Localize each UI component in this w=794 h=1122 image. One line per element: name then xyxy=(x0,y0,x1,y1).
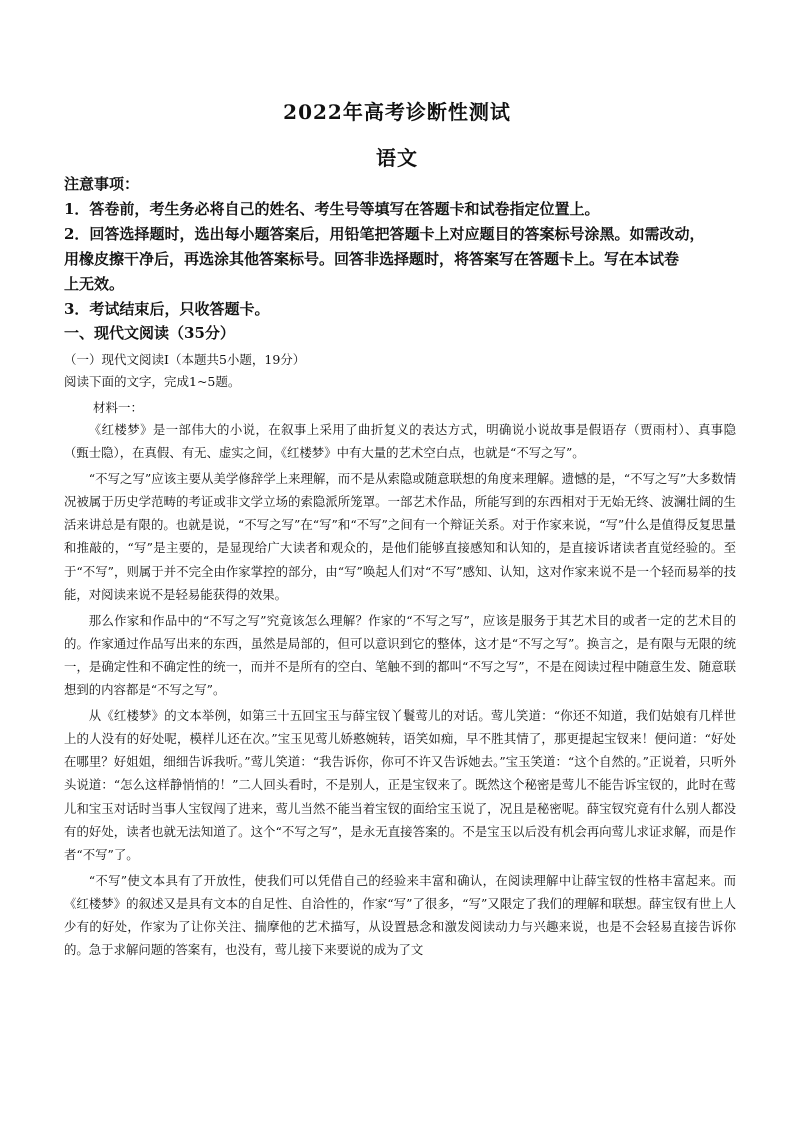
reading-passage xyxy=(64,418,736,964)
notes-line: 用橡皮擦干净后，再选涂其他答案标号。回答非选择题时，将答案写在答题卡上。写在本试卷 xyxy=(64,250,680,268)
passage-paragraph: “不写之写”应该主要从美学修辞学上来理解，而不是从索隐或随意联想的角度来理解。遗憾的是，“不写之写”大多数情况被属于历史学范畴的考证或非文学立场的索隐派所笼罩。一部艺术作品，所能写到的东西相对于无始无终、波澜壮阔的生活来讲总是有限的。也就是说，“不写之写”在“写”和“不写”之间有一个辩证关系。对于作家来说，“写”什么是值得反复思量和推敲的，“写”是主要的，是显现给广大读者和观众的，是他们能够直接感知和认知的，是直接诉诸读者直觉经验的。至于“不写”，则属于并不完全由作家掌控的部分，由“写”唤起人们对“不写”感知、认知，这对作家来说不是一个轻而易举的技能，对阅读来说不是轻易能获得的效果。 xyxy=(64,471,736,602)
exam-notes xyxy=(64,172,736,322)
material-label: 材料一： xyxy=(93,400,144,415)
passage-paragraph: 从《红楼梦》的文本举例，如第三十五回宝玉与薛宝钗丫鬟莺儿的对话。莺儿笑道：“你还不知道，我们姑娘有几样世上的人没有的好处呢，模样儿还在次。”宝玉见莺儿娇憨婉转，语笑如痴，早不胜其情了，那更提起宝钗来！便问道：“好处在哪里？好姐姐，细细告诉我听。”莺儿笑道：“我告诉你，你可不许又告诉她去。”宝玉笑道：“这个自然的。”正说着，只听外头说道：“怎么这样静悄悄的！”二人回头看时，不是别人，正是宝钗来了。既然这个秘密是莺儿不能告诉宝钗的，此时在莺儿和宝玉对话时当事人宝钗闯了进来，莺儿当然不能当着宝钗的面给宝玉说了，况且是秘密呢。薛宝钗究竟有什么别人都没有的好处，读者也就无法知道了。这个“不写之写”，是永无直接答案的。不是宝玉以后没有机会再向莺儿求证求解，而是作者“不写”了。 xyxy=(64,708,736,862)
exam-title: 2022年高考诊断性测试 xyxy=(283,100,511,124)
passage-paragraph: 《红楼梦》是一部伟大的小说，在叙事上采用了曲折复义的表达方式，明确说小说故事是假语存（贾雨村）、真事隐（甄士隐），在真假、有无、虚实之间，《红楼梦》中有大量的艺术空白点，也就是“不写之写”。 xyxy=(64,422,736,461)
notes-line: 2．回答选择题时，选出每小题答案后，用铅笔把答题卡上对应题目的答案标号涂黑。如需改动， xyxy=(64,225,705,243)
notes-heading: 注意事项： xyxy=(64,175,140,193)
notes-line: 1．答卷前，考生务必将自己的姓名、考生号等填写在答题卡和试卷指定位置上。 xyxy=(64,200,600,218)
passage-paragraph: “不写”使文本具有了开放性，使我们可以凭借自己的经验来丰富和确认，在阅读理解中让薛宝钗的性格丰富起来。而《红楼梦》的叙述又是具有文本的自足性、自洽性的，作家“写”了很多，“写”又限定了我们的理解和联想。薛宝钗有世上人少有的好处，作家为了让你关注、揣摩他的艺术描写，从设置悬念和激发阅读动力与兴趣来说，也是不会轻易直接告诉你的。急于求解问题的答案有，也没有，莺儿接下来要说的成为了文 xyxy=(64,872,736,958)
section-heading: 一、现代文阅读（35分） xyxy=(64,324,235,342)
section-subheading: （一）现代文阅读Ⅰ（本题共5小题，19分） xyxy=(64,352,306,367)
notes-line: 3．考试结束后，只收答题卡。 xyxy=(64,300,270,318)
passage-paragraph: 那么作家和作品中的“不写之写”究竟该怎么理解？作家的“不写之写”，应该是服务于其艺术目的或者一定的艺术目的的。作家通过作品写出来的东西，虽然是局部的，但可以意识到它的整体，这才是“不写之写”。换言之，是有限与无限的统一，是确定性和不确定性的统一，而并不是所有的空白、笔触不到的都叫“不写之写”，不是在阅读过程中随意生发、随意联想到的内容都是“不写之写”。 xyxy=(64,612,736,698)
reading-instruction: 阅读下面的文字，完成1~5题。 xyxy=(64,374,241,389)
notes-line: 上无效。 xyxy=(64,275,125,293)
exam-subject: 语文 xyxy=(376,146,418,170)
